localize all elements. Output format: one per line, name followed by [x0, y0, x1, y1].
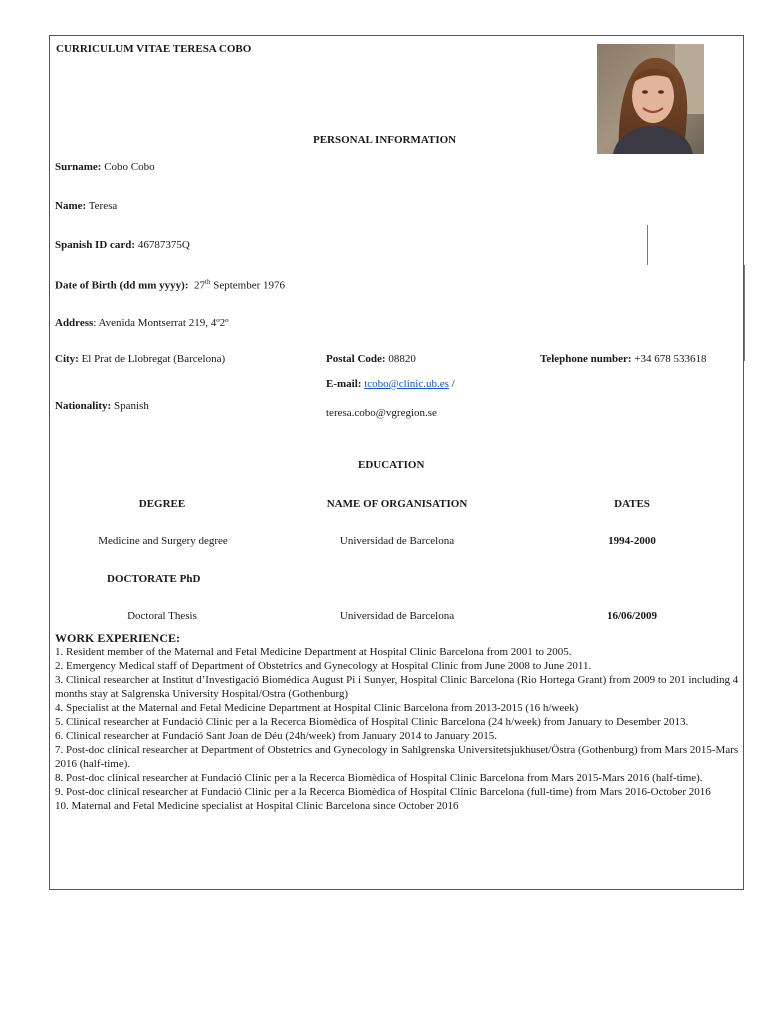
email-separator: / — [451, 378, 455, 390]
postal-code-value: 08820 — [388, 353, 416, 365]
surname-row — [55, 161, 155, 173]
address-value: : Avenida Montserrat 219, 4º2º — [93, 317, 229, 329]
nationality-label: Nationality: — [55, 400, 112, 412]
city-value: El Prat de Llobregat (Barcelona) — [81, 353, 226, 365]
document-title: CURRICULUM VITAE TERESA COBO — [56, 43, 252, 55]
telephone-label: Telephone number: — [540, 353, 632, 365]
doctorate-dates: 16/06/2009 — [606, 610, 658, 622]
divider-line — [647, 225, 648, 265]
work-item: 9. Post-doc clinical researcher at Fundació Clinic per a la Recerca Biomèdica of Hospital Clinic Barcelona (full-time) from Mars 2016-October 2016 — [55, 786, 711, 798]
dob-label: Date of Birth (dd mm yyyy): — [55, 279, 189, 292]
section-education: EDUCATION — [358, 459, 425, 471]
portrait-icon — [597, 44, 704, 154]
telephone-value: +34 678 533618 — [634, 353, 707, 365]
work-item: 6. Clinical researcher at Fundació Sant Joan de Déu (24h/week) from January 2014 to January 2015. — [55, 730, 498, 742]
dob-day: 27 — [194, 279, 206, 292]
email-link-clinic[interactable]: tcobo@clinic.ub.es — [364, 378, 449, 390]
telephone-row — [540, 353, 707, 365]
city-label: City: — [55, 353, 79, 365]
divider-line-right — [744, 265, 745, 361]
address-row — [55, 317, 229, 329]
education-organisation: Universidad de Barcelona — [339, 535, 455, 547]
work-item: 3. Clinical researcher at Institut d’Investigació Biomédica August Pi i Sunyer, Hospital Clinic Barcelona (Rio Hortega Grant) from 2009 to 201 including 4 months stay at Salgrenska University Hospital/Ostra (Gothenburg) — [55, 674, 739, 700]
col-header-organisation: NAME OF ORGANISATION — [326, 498, 468, 510]
col-header-dates: DATES — [614, 498, 650, 510]
id-card-value: 46787375Q — [137, 239, 190, 251]
education-dates: 1994-2000 — [608, 535, 656, 547]
email-label: E-mail: — [326, 378, 362, 390]
work-experience-section — [55, 631, 743, 813]
postal-code-label: Postal Code: — [326, 353, 386, 365]
nationality-row — [55, 400, 149, 412]
work-item: 7. Post-doc clinical researcher at Department of Obstetrics and Gynecology in Sahlgrenska Universitetsjukhuset/Östra (Gothenburg) from Mars 2015-Mars 2016 (half-time). — [55, 744, 739, 770]
address-label: Address — [55, 317, 94, 329]
date-of-birth-row — [55, 278, 285, 292]
name-label: Name: — [55, 200, 87, 212]
name-value: Teresa — [88, 200, 118, 212]
work-item: 5. Clinical researcher at Fundació Clinic per a la Recerca Biomèdica of Hospital Clinic Barcelona (24 h/week) from January to Desember 2013. — [55, 716, 689, 728]
email-row — [326, 378, 455, 390]
dob-suffix: th — [205, 278, 211, 286]
surname-value: Cobo Cobo — [104, 161, 155, 173]
section-personal-information: PERSONAL INFORMATION — [313, 134, 457, 146]
doctorate-degree: Doctoral Thesis — [127, 610, 197, 622]
dob-rest: September 1976 — [213, 279, 286, 292]
surname-label: Surname: — [55, 161, 102, 173]
work-item: 10. Maternal and Fetal Medicine specialist at Hospital Clinic Barcelona since October 2016 — [55, 800, 459, 812]
portrait-photo — [597, 44, 704, 154]
work-item: 8. Post-doc clinical researcher at Fundació Clinic per a la Recerca Biomèdica of Hospital Clinic Barcelona from Mars 2015-Mars 2016 (half-time). — [55, 772, 703, 784]
doctorate-organisation: Universidad de Barcelona — [339, 610, 455, 622]
nationality-value: Spanish — [113, 400, 149, 412]
id-card-label: Spanish ID card: — [55, 239, 136, 251]
education-degree: Medicine and Surgery degree — [98, 535, 228, 547]
col-header-degree: DEGREE — [138, 498, 186, 510]
work-item: 1. Resident member of the Maternal and Fetal Medicine Department at Hospital Clinic Barcelona from 2001 to 2005. — [55, 646, 572, 658]
work-experience-title: WORK EXPERIENCE: — [55, 631, 181, 645]
doctorate-title: DOCTORATE PhD — [107, 573, 201, 585]
city-row — [55, 353, 225, 365]
work-item: 2. Emergency Medical staff of Department of Obstetrics and Gynecology at Hospital Clinic from June 2008 to June 2011. — [55, 660, 592, 672]
name-row — [55, 200, 117, 212]
work-item: 4. Specialist at the Maternal and Fetal Medicine Department at Hospital Clinic Barcelona from 2013-2015 (16 h/week) — [55, 702, 579, 714]
email-secondary: teresa.cobo@vgregion.se — [326, 407, 437, 419]
postal-code-row — [326, 353, 416, 365]
id-card-row — [55, 239, 190, 251]
